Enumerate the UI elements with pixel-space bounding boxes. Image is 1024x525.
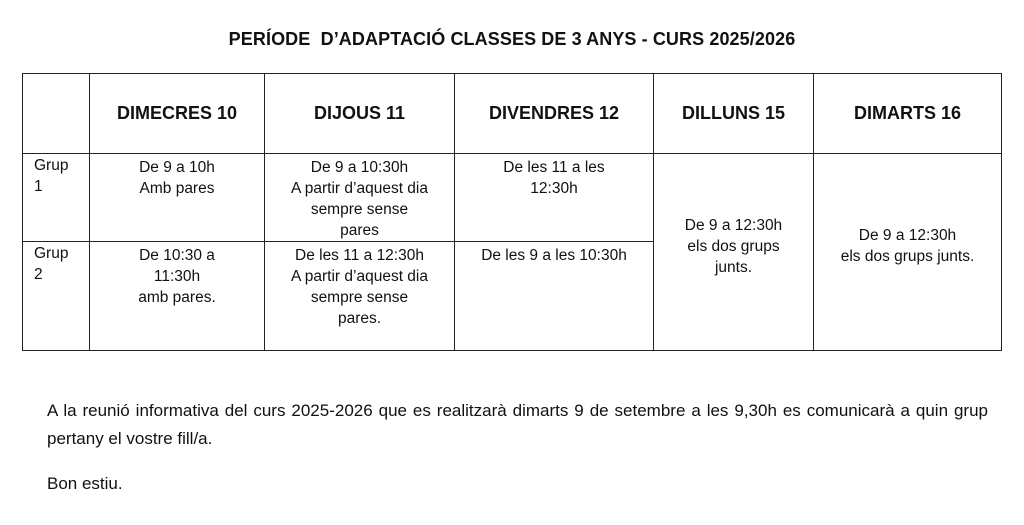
cell-grup2-dimecres-text: De 10:30 a 11:30h amb pares. xyxy=(138,247,216,306)
group-1-text: Grup 1 xyxy=(34,157,69,195)
schedule-table xyxy=(22,73,1002,351)
cell-grup2-dijous-text: De les 11 a 12:30h A partir d’aquest dia sempre sense pares. xyxy=(290,247,428,327)
table-row-grup-1 xyxy=(23,154,1002,242)
cell-grup1-divendres-text: De les 11 a les 12:30h xyxy=(503,159,605,197)
cell-grup1-dijous-text: De 9 a 10:30h A partir d’aquest dia sempre sense pares xyxy=(290,159,428,239)
column-header-empty xyxy=(23,74,90,154)
page-title: PERÍODE D’ADAPTACIÓ CLASSES DE 3 ANYS - CURS 2025/2026 xyxy=(228,29,796,49)
column-header-dimecres: DIMECRES 10 xyxy=(90,74,265,154)
header-row xyxy=(23,74,1002,154)
cell-grup2-dimecres xyxy=(90,242,265,351)
cell-grup2-dijous xyxy=(265,242,455,351)
cell-grup2-divendres-text: De les 9 a les 10:30h xyxy=(481,247,627,264)
group-label-1 xyxy=(23,154,90,242)
meeting-note: A la reunió informativa del curs 2025-2026 que es realitzarà dimarts 9 de setembre a les 9,30h es comunicarà a quin grup pertany el vostre fill/a. xyxy=(47,401,988,448)
column-header-dilluns: DILLUNS 15 xyxy=(654,74,814,154)
cell-dimarts-text: De 9 a 12:30h els dos grups junts. xyxy=(840,227,975,265)
cell-grup1-dimecres xyxy=(90,154,265,242)
cell-grup1-dimecres-text: De 9 a 10h Amb pares xyxy=(139,159,215,197)
cell-both-groups-dilluns xyxy=(654,154,814,351)
cell-grup1-divendres xyxy=(455,154,654,242)
column-header-divendres: DIVENDRES 12 xyxy=(455,74,654,154)
cell-grup1-dijous xyxy=(265,154,455,242)
cell-dilluns-text: De 9 a 12:30h els dos grups junts. xyxy=(684,216,783,276)
column-header-dijous: DIJOUS 11 xyxy=(265,74,455,154)
column-header-dimarts: DIMARTS 16 xyxy=(814,74,1002,154)
cell-grup2-divendres xyxy=(455,242,654,351)
closing-text: Bon estiu. xyxy=(47,474,123,493)
cell-both-groups-dimarts xyxy=(814,154,1002,351)
group-label-2 xyxy=(23,242,90,351)
group-2-text: Grup 2 xyxy=(34,245,69,283)
